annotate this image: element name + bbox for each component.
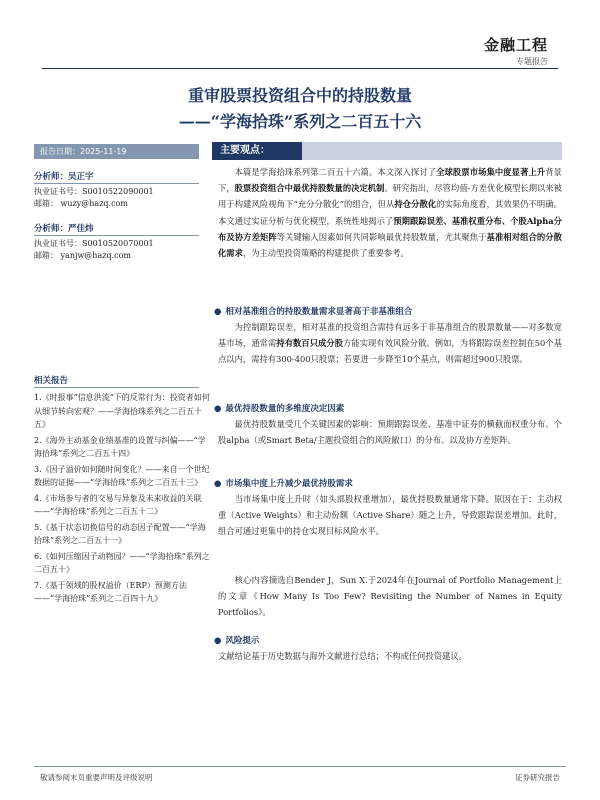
section-paragraph: 当市场集中度上升时（如头部股权重增加），最优持股数量通常下降。原因在于：主动权重（Active Weights）和主动份额（Active Share）随之上升，导致跟踪误差增加。此时，组合可通过更集中的持仓实现目标风险水平。 <box>218 494 562 537</box>
analyst-name: 分析师：吴正宇 <box>34 172 94 182</box>
bullet-icon: ● <box>214 636 222 646</box>
analyst-name: 分析师：严佳炜 <box>34 224 94 234</box>
header-divider <box>42 68 558 69</box>
section-heading: ● 相对基准组合的持股数量需求显著高于非基准组合 <box>214 307 413 317</box>
related-reports-title: 相关报告 <box>34 376 69 386</box>
related-reports-list <box>34 391 210 608</box>
analyst-license: 执业证书号：S0010522090001 <box>34 187 154 196</box>
key-points-label: 主要观点： <box>212 142 302 160</box>
section-paragraph: 最优持股数量受几个关键因素的影响：预期跟踪误差、基准中证券的横截面权重分布、个股alpha（或Smart Beta/主题投资组合的风险敞口）的分布、以及协方差矩阵。 <box>218 419 562 446</box>
analyst-email[interactable]: 邮箱： yanjw@hazq.com <box>34 251 131 260</box>
section-heading: ● 最优持股数量的多维度决定因素 <box>214 404 345 414</box>
report-subtitle: ——“学海拾珠”系列之二百五十六 <box>178 112 422 131</box>
footer-disclaimer: 敬请参阅末页重要声明及评级说明 <box>40 773 153 782</box>
related-report-item[interactable]: 1.《时报事“信息洪流”下的反常行为：投资者如何从细节转向宏观？——学海拾珠系列之二百五十五》 <box>34 393 210 429</box>
related-report-item[interactable]: 7.《基于领域的股权溢价（ERP）预测方法——“学海拾珠”系列之二百四十九》 <box>34 580 187 603</box>
source-note: 核心内容摘选自Bender J，Sun X.于2024年在Journal of Portfolio Management上的文章《How Many Is Too Few? Revisiting the Number of Names in Equity Portfolios》。 <box>218 575 562 618</box>
bullet-icon: ● <box>214 479 222 489</box>
section-paragraph: 为控制跟踪误差，相对基准的投资组合需持有远多于非基准组合的股票数量——对多数宽基市场，通常需持有数百只成分股方能实现有效风险分散。例如，为将跟踪误差控制在50个基点以内，需持有300-400只股票；若要进一步降至10个基点，则需超过900只股票。 <box>218 322 562 365</box>
analyst-email[interactable]: 邮箱： wuzy@hazq.com <box>34 199 128 208</box>
bullet-icon: ● <box>214 307 222 317</box>
related-report-item[interactable]: 4.《市场参与者的交易与异象及未来收益的关联——“学海拾珠”系列之二百五十二》 <box>34 493 202 516</box>
analyst-divider <box>34 235 199 236</box>
related-divider <box>34 387 199 388</box>
brand-title: 金融工程 <box>483 36 548 54</box>
report-date: 报告日期：2025-11-19 <box>34 144 199 159</box>
related-report-item[interactable]: 6.《如何压缩因子动物园？——“学海拾珠”系列之二百五十》 <box>34 551 210 574</box>
report-title: 重审股票投资组合中的持股数量 <box>187 86 412 105</box>
intro-paragraph: 本篇是学海拾珠系列第二百五十六篇。本文深入探讨了全球股票市场集中度显著上升背景下，股票投资组合中最优持股数量的决定机制。研究指出，尽管均值-方差优化模型长期以来被用于构建风险视角下“充分分散化”的组合，但从持仓分散化的实际角度看，其效果仍不明确。本文通过实证分析与优化模型，系统性地揭示了预期跟踪误差、基准权重分布、个股Alpha分布及协方差矩阵等关键输入因素如何共同影响最优持股数量，尤其聚焦于基准相对组合的分散化需求，为主动型投资策略的构建提供了重要参考。 <box>218 167 562 259</box>
section-heading: ● 市场集中度上升减少最优持股需求 <box>214 479 353 489</box>
risk-text: 文献结论基于历史数据与海外文献进行总结；不构成任何投资建议。 <box>218 651 467 661</box>
footer-divider <box>34 766 566 767</box>
analyst-license: 执业证书号：S0010520070001 <box>34 239 154 248</box>
analyst-divider <box>34 183 199 184</box>
related-report-item[interactable]: 3.《因子溢价如何随时间变化？——来自一个世纪数据的证据——“学海拾珠”系列之二百五十三》 <box>34 464 210 487</box>
related-report-item[interactable]: 2.《海外主动基金业绩基准的设置与纠偏——“学海拾珠”系列之二百五十四》 <box>34 435 206 458</box>
risk-heading: ● 风险提示 <box>214 636 260 646</box>
bullet-icon: ● <box>214 404 222 414</box>
report-type: 专题报告 <box>516 57 548 66</box>
related-report-item[interactable]: 5.《基于状态切换信号的动态因子配置——“学海拾珠”系列之二百五十一》 <box>34 522 206 545</box>
footer-label: 证券研究报告 <box>515 773 560 782</box>
